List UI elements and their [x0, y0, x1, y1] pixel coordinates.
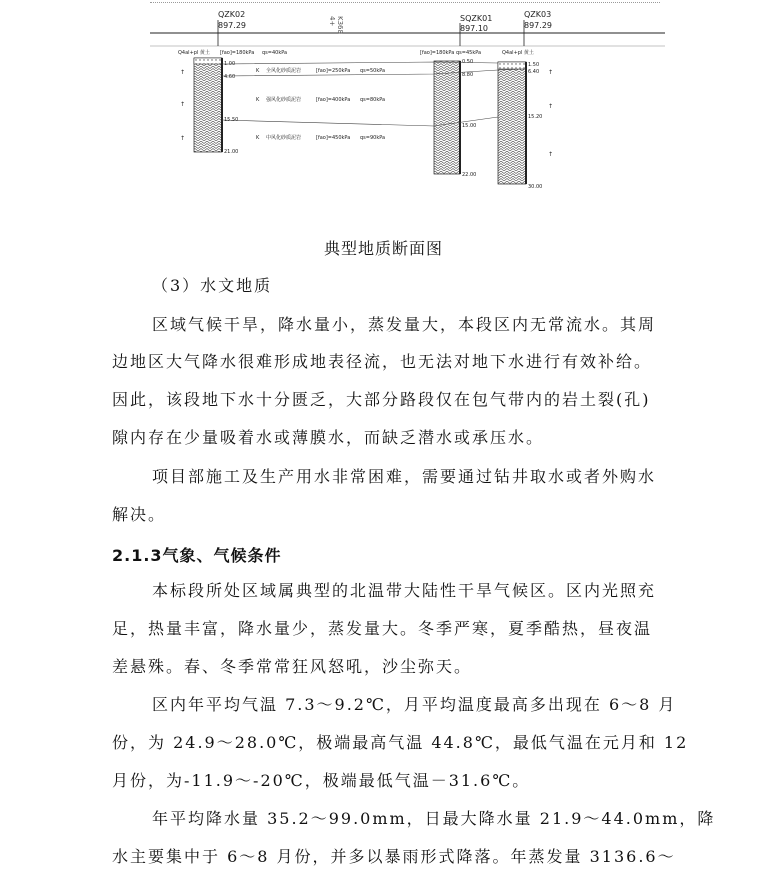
layer-1-name: 全风化砂质泥岩: [266, 68, 302, 74]
bh3-depth-2: 6.40: [528, 69, 540, 75]
bh3-depth-1: 1.50: [528, 62, 540, 68]
bh1-depth-2: 4.60: [224, 74, 236, 80]
label-fao-left: [fao]=180kPa: [220, 50, 255, 56]
layer-2-code: K: [256, 97, 260, 103]
label-qs-mid: qs=45kPa: [456, 50, 482, 56]
label-q-left: Q4al+pl 黄土: [178, 50, 210, 56]
para1-line2: 边地区大气降水很难形成地表径流，也无法对地下水进行有效补给。: [112, 352, 653, 371]
svg-text:↑: ↑: [548, 103, 554, 110]
borehole-3-id: QZK03: [524, 10, 552, 19]
page-top-border: [150, 2, 660, 4]
layer-2-qs: qs=80kPa: [360, 97, 386, 103]
layer-3-fao: [fao]=450kPa: [316, 135, 351, 141]
bh2-depth-2: 8.80: [462, 72, 474, 78]
label-qs-left: qs=40kPa: [262, 50, 288, 56]
bh2-depth-3: 15.00: [462, 123, 477, 129]
bh1-depth-3: 15.50: [224, 117, 239, 123]
layer-2-fao: [fao]=400kPa: [316, 97, 351, 103]
para3-line2: 足，热量丰富，降水量少，蒸发量大。冬季严寒，夏季酷热，昼夜温: [112, 619, 653, 638]
para2-line1: 项目部施工及生产用水非常困难，需要通过钻井取水或者外购水: [152, 467, 657, 486]
svg-text:↑: ↑: [180, 135, 186, 142]
borehole-1-id: QZK02: [218, 10, 246, 19]
svg-text:↑: ↑: [180, 69, 186, 76]
section-title-hydrology: （3）水文地质: [152, 276, 273, 295]
layer-3-name: 中风化砂质泥岩: [266, 135, 302, 141]
para5-line2: 水主要集中于 6～8 月份，并多以暴雨形式降落。年蒸发量 3136.6～: [112, 847, 676, 866]
borehole-1-elev: 897.29: [218, 21, 246, 30]
layer-3-code: K: [256, 135, 260, 141]
label-fao-mid: [fao]=180kPa: [420, 50, 455, 56]
layer-1-code: K: [256, 68, 260, 74]
para1-line1: 区域气候干旱，降水量小，蒸发量大，本段区内无常流水。其周: [152, 315, 657, 334]
svg-text:↑: ↑: [548, 151, 554, 158]
bh1-depth-4: 21.00: [224, 149, 239, 155]
layer-1-fao: [fao]=250kPa: [316, 68, 351, 74]
borehole-2-id: SQZK01: [460, 14, 493, 23]
bh3-depth-4: 30.00: [528, 184, 543, 190]
borehole-3-elev: 897.29: [524, 21, 552, 30]
layer-3-qs: qs=90kPa: [360, 135, 386, 141]
para4-line1: 区内年平均气温 7.3～9.2℃，月平均温度最高多出现在 6～8 月: [152, 695, 677, 714]
geological-section-figure: [150, 6, 665, 206]
bh2-depth-4: 22.00: [462, 172, 477, 178]
svg-text:↑: ↑: [548, 69, 554, 76]
bh2-depth-1: 0.50: [462, 59, 474, 65]
layer-2-name: 强风化砂质泥岩: [266, 97, 302, 103]
label-q-right: Q4al+pl 黄土: [502, 50, 534, 56]
para3-line3: 差悬殊。春、冬季常常狂风怒吼，沙尘弥天。: [112, 657, 473, 676]
bh1-depth-1: 1.00: [224, 61, 236, 67]
para1-line4: 隙内存在少量吸着水或薄膜水，而缺乏潜水或承压水。: [112, 428, 545, 447]
figure-caption: 典型地质断面图: [323, 239, 443, 258]
para2-line2: 解决。: [112, 505, 167, 524]
para1-line3: 因此，该段地下水十分匮乏，大部分路段仅在包气带内的岩土裂(孔): [112, 390, 651, 409]
para5-line1: 年平均降水量 35.2～99.0mm，日最大降水量 21.9～44.0mm，降: [152, 809, 716, 828]
para3-line1: 本标段所处区域属典型的北温带大陆性干旱气候区。区内光照充: [152, 581, 657, 600]
station-small: 4+: [328, 16, 336, 27]
borehole-2-elev: 897.10: [460, 24, 488, 33]
bh3-depth-3: 15.20: [528, 114, 543, 120]
svg-text:↑: ↑: [180, 101, 186, 108]
section-heading-climate: 2.1.3气象、气候条件: [112, 546, 282, 565]
station-label: K368: [336, 16, 344, 34]
para4-line2: 份，为 24.9～28.0℃，极端最高气温 44.8℃，最低气温在元月和 12: [112, 733, 689, 752]
para4-line3: 月份，为-11.9～-20℃，极端最低气温－31.6℃。: [112, 771, 531, 790]
layer-1-qs: qs=50kPa: [360, 68, 386, 74]
